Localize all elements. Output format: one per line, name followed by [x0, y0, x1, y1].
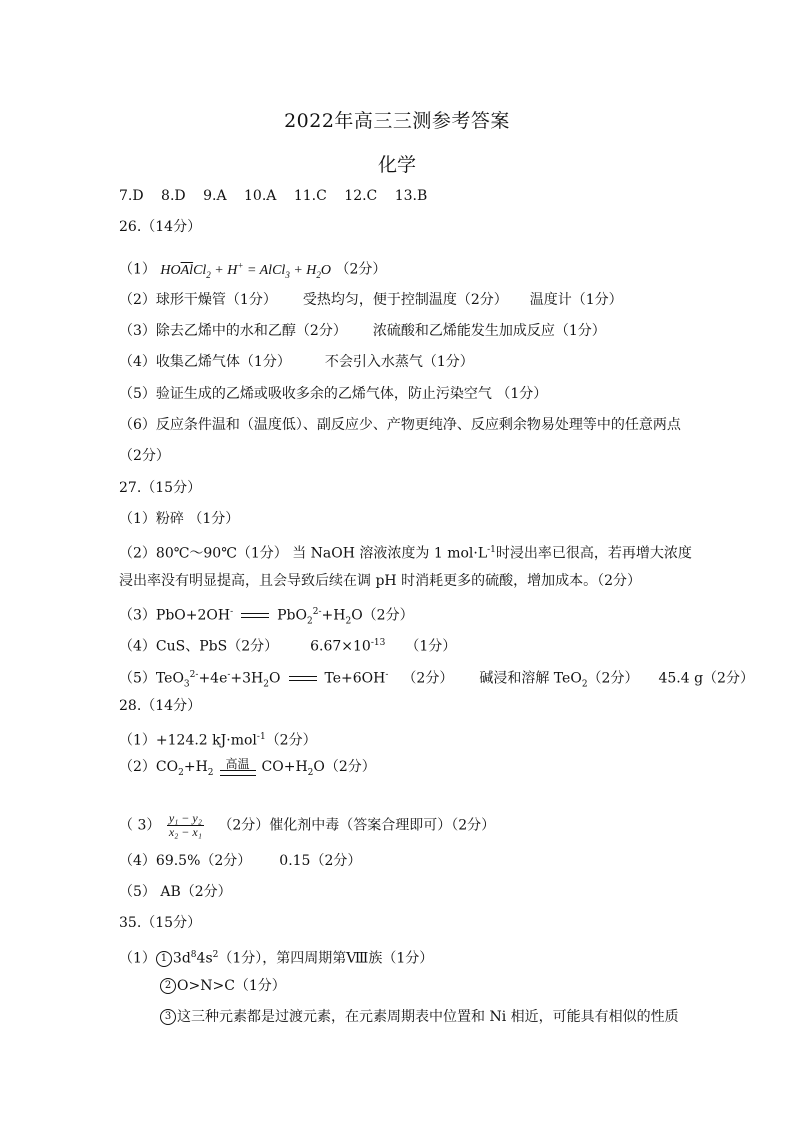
- score: （2分）: [335, 261, 387, 278]
- mc-answer: 9.A: [203, 188, 227, 204]
- fraction: $\frac{\text{y₁ − y₂}}{\text{x₂ − x₁}}$: [168, 811, 202, 839]
- q28-part3: （ 3） $\frac{\text{y₁ − y₂}}{\text{x₂ − x₁}}$ （2分）催化剂中毒（答案合理即可）（2分）: [119, 811, 496, 839]
- q26-part6-score: （2分）: [119, 448, 170, 464]
- q26-part5: （5）验证生成的乙烯或吸收多余的乙烯气体，防止污染空气 （1分）: [119, 386, 548, 402]
- part-label: （1）: [119, 261, 156, 278]
- q27-part2-cont: 浸出率没有明显提高，且会导致后续在调 pH 时消耗更多的硫酸，增加成本。（2分）: [119, 573, 641, 589]
- circled-number: 2: [160, 978, 176, 994]
- multiple-choice-answers: [119, 187, 427, 205]
- q28-heading: 28.（14分）: [119, 698, 202, 714]
- q26-equation: $HO\overline{Al}Cl_2 + H^+$ = AlCl$_3$ + $H_2O$: [160, 260, 331, 280]
- q35-heading: 35.（15分）: [119, 915, 202, 931]
- circled-number: 1: [156, 951, 172, 967]
- mc-answer: 12.C: [344, 188, 378, 204]
- equals-sign: [241, 613, 269, 618]
- q27-part2: （2）80℃～90℃（1分） 当 NaOH 溶液浓度为 1 $mol\cdot L^{-1}$时浸出率已很高，若再增大浓度: [119, 545, 692, 562]
- q27-part3: （3）PbO+2OH- $PbO_2^{2-}+H_2O(2$分）: [119, 607, 414, 627]
- mc-answer: 7.D: [119, 188, 144, 204]
- q28-part4: （4）69.5%（2分） 0.15（2分）: [119, 853, 362, 869]
- q27-part4: （4）CuS、PbS（2分） $6.67\times 10^{-13}$ （1分）: [119, 638, 457, 655]
- q26-part6: （6）反应条件温和（温度低）、副反应少、产物更纯净、反应剩余物易处理等中的任意两点: [119, 417, 681, 433]
- q26-part4: （4）收集乙烯气体（1分） 不会引入水蒸气（1分）: [119, 354, 474, 370]
- q26-part2: （2）球形干燥管（1分） 受热均匀，便于控制温度（2分） 温度计（1分）: [119, 292, 623, 308]
- q26-part3: （3）除去乙烯中的水和乙醇（2分） 浓硫酸和乙烯能发生加成反应（1分）: [119, 323, 606, 339]
- q27-part1: （1）粉碎 （1分）: [119, 511, 240, 527]
- reaction-arrow: 高温: [220, 758, 256, 776]
- q27-heading: 27.（15分）: [119, 480, 202, 496]
- q26-heading: 26.（14分）: [119, 219, 202, 235]
- mc-answer: 10.A: [244, 188, 277, 204]
- mc-answer: 11.C: [293, 188, 327, 204]
- q28-part2: $(2)CO_2+H_2$ 高温 $CO+H_2O(2$分）: [119, 757, 376, 778]
- q35-part1-2: 2 O>N>C（1分）: [160, 977, 286, 995]
- mc-answer: 8.D: [161, 188, 186, 204]
- circled-number: 3: [160, 1009, 176, 1025]
- subject-heading: 化学: [377, 154, 416, 176]
- page-title: 2022年高三三测参考答案: [284, 110, 510, 132]
- q28-part5: （5） AB（2分）: [119, 884, 232, 900]
- mc-answer: 13.B: [394, 188, 428, 204]
- q26-part1: [119, 256, 386, 283]
- q35-part1-1: （1） 1 $3d^84s^2(1$分），第四周期第Ⅷ族（1分）: [119, 950, 434, 967]
- q27-part5: $(5)TeO_3^{2-}+4e^-+3H_2O$ Te+6OH- （2分） 碱浸和溶解 TeO$_2$（2分） 45.4 g（2分）: [119, 670, 754, 690]
- equals-sign: [289, 676, 317, 681]
- q35-part1-3: 3 这三种元素都是过渡元素，在元素周期表中位置和 Ni 相近，可能具有相似的性质: [160, 1008, 679, 1026]
- q28-part1: （1）+124.2 kJ·mol$^{-1}$（2分）: [119, 732, 317, 749]
